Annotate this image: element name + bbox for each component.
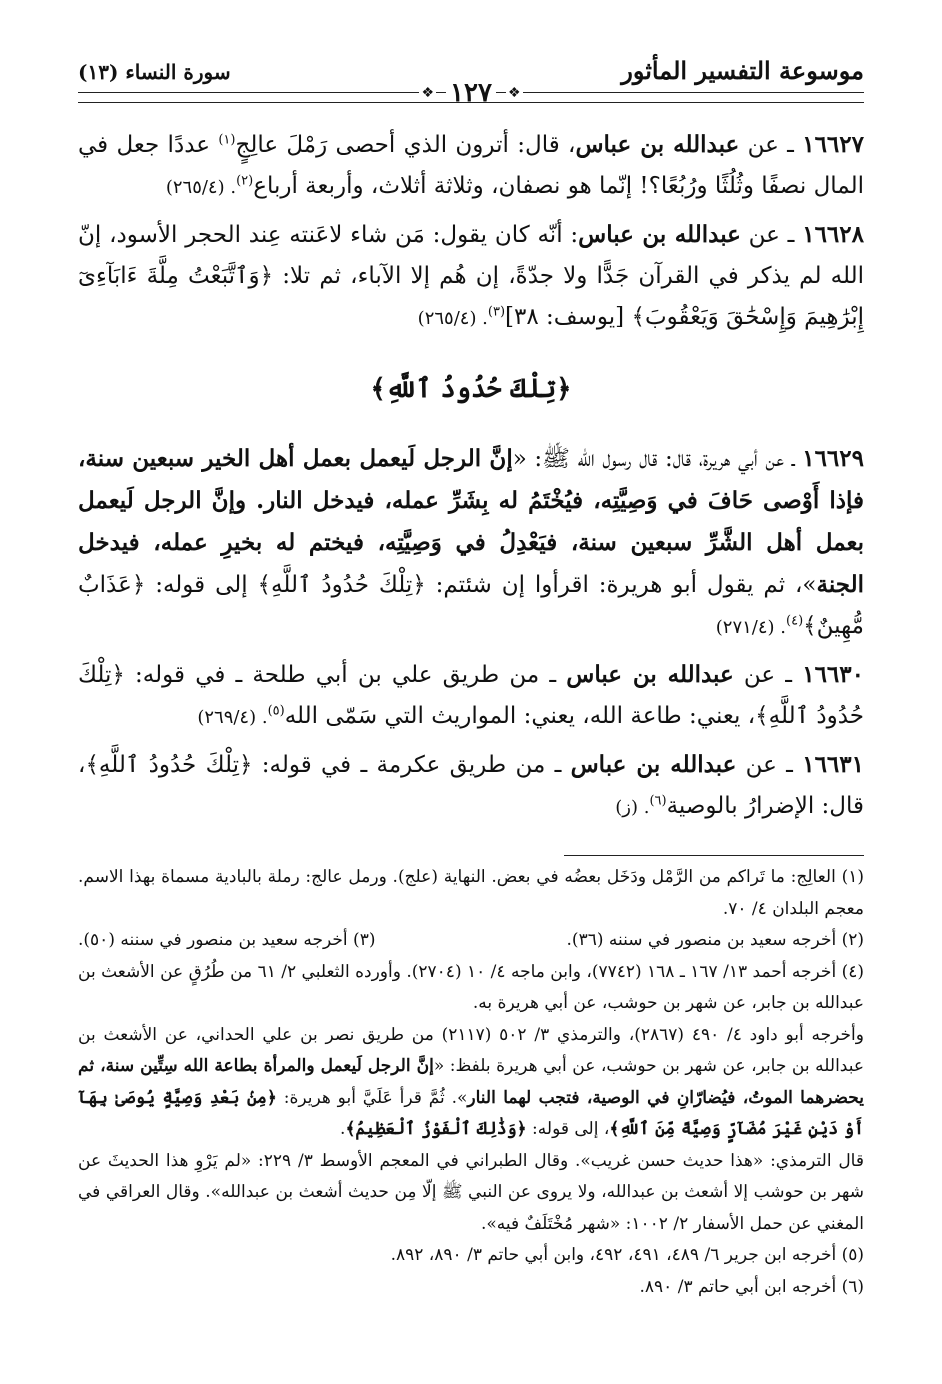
entry-text: إلى قوله: bbox=[145, 572, 258, 598]
entry-text: ، قال: أترون الذي أحصى رَمْلَ عالِجٍ bbox=[235, 132, 576, 158]
footnote-marker: (٣) bbox=[487, 304, 506, 320]
ornament-icon: ❖ bbox=[507, 85, 521, 101]
narrator-name: عبدالله بن عباس bbox=[575, 131, 740, 158]
entry-number: ١٦٦٢٩ bbox=[802, 445, 864, 472]
footnote: (١) العالِج: ما تَراكم من الرَّمْل ودَخَل بعضُه في بعض. النهاية (علج). ورمل عالج: رملة بالبادية مسماة بهذا الاسم. معجم البلدان ٤/ ٧٠. bbox=[78, 867, 864, 919]
quran-verse: ﴿تِلْكَ حُدُودُ ٱللَّهِ﴾ bbox=[85, 752, 253, 778]
quran-verse: ﴿عَذَابٌ مُّهِينٌ﴾ bbox=[78, 572, 864, 639]
narrator-name: عبدالله بن عباس bbox=[570, 751, 737, 778]
quran-verse: ﴿وَٱتَّبَعْتُ مِلَّةَ ءَابَآءِىٓ إِبْرَٰهِيمَ وَإِسْحَٰقَ وَيَعْقُوبَ﴾ bbox=[78, 263, 864, 330]
footnote: (٣) أخرجه سعيد بن منصور في سننه (٥٠). bbox=[78, 930, 376, 950]
entry-number: ١٦٦٢٧ bbox=[802, 131, 864, 158]
entry-text: ، قال: الإضرارُ بالوصية bbox=[78, 752, 864, 819]
volume-reference: . (٢٦٥/٤) bbox=[417, 308, 488, 329]
ornament-icon: ❖ bbox=[421, 85, 435, 101]
surah-label: سورة النساء (١٣) bbox=[78, 60, 231, 84]
narration-entry bbox=[78, 654, 864, 738]
footnotes bbox=[78, 862, 864, 1303]
main-text bbox=[78, 124, 864, 834]
footnote-hadith: إنَّ الرجل لَيعمل والمرأة بطاعة الله سِتِّين سنة، ثم يحضرهما الموتُ، فيُضارّانِ في الوصية، فتجب لهما النار bbox=[78, 1056, 864, 1108]
entry-number: ١٦٦٣١ bbox=[802, 751, 864, 778]
footnote-text: . bbox=[340, 1119, 346, 1139]
entry-text: ـ من طريق عكرمة ـ في قوله: bbox=[252, 752, 571, 778]
footnote-row bbox=[78, 925, 864, 957]
entry-text: ـ من طريق علي بن أبي طلحة ـ في قوله: bbox=[124, 662, 567, 688]
entry-text: ـ عن أبي هريرة، قال: قال رسول الله ﷺ: « bbox=[512, 446, 803, 472]
entry-text: ـ عن bbox=[739, 132, 803, 158]
narration-entry bbox=[78, 124, 864, 208]
footnote: (٤) أخرجه أحمد ١٣/ ١٦٧ ـ ١٦٨ (٧٧٤٢)، وابن ماجه ٤/ ١٠ (٢٧٠٤). وأورده الثعلبي ٢/ ٦١ من طُرُقٍ عن الأشعث بن عبدالله بن جابر، عن شهر بن حوشب، عن أبي هريرة به. bbox=[78, 961, 864, 1013]
entry-text: »، ثم يقول أبو هريرة: اقرأوا إن شئتم: bbox=[425, 572, 817, 598]
footnote: (٦) أخرجه ابن أبي حاتم ٣/ ٨٩٠. bbox=[639, 1276, 864, 1297]
footnote-separator bbox=[564, 855, 864, 856]
entry-text: ـ عن bbox=[740, 222, 803, 248]
footnote-quran: ﴿مِنۢ بَعْدِ وَصِيَّةٍ يُوصَىٰ بِهَآ أَوْ دَيْنٍ غَيْرَ مُضَآرٍّ وَصِيَّةً مِّنَ ٱللَّهِ﴾ bbox=[78, 1087, 864, 1139]
narrator-name: عبدالله بن عباس bbox=[578, 221, 741, 248]
footnote-quran: ﴿وَذَٰلِكَ ٱلْفَوْزُ ٱلْعَظِيمُ﴾ bbox=[345, 1119, 527, 1139]
footnote-text: ، إلى قوله: bbox=[526, 1119, 610, 1139]
book-title: موسوعة التفسير المأثور bbox=[621, 56, 864, 85]
entry-number: ١٦٦٣٠ bbox=[802, 661, 864, 688]
entry-text: ـ عن bbox=[736, 752, 803, 778]
narration-entry bbox=[78, 438, 864, 648]
narrator-name: عبدالله بن عباس bbox=[566, 661, 734, 688]
entry-text: عددًا جعل في المال نصفًا وثُلُثًا ورُبُعًا؟! إنّما هو نصفان، وثلاثة أثلاث، وأربعة أرباع bbox=[78, 132, 864, 199]
volume-reference: . (ز) bbox=[615, 797, 650, 818]
footnote-marker: (١) bbox=[218, 132, 236, 148]
narration-entry bbox=[78, 214, 864, 339]
narration-entry bbox=[78, 744, 864, 828]
footnote-marker: (٥) bbox=[267, 703, 285, 719]
footnote: قال الترمذي: «هذا حديث حسن غريب». وقال الطبراني في المعجم الأوسط ٣/ ٢٢٩: «لم يَرْوِ هذا الحديثَ عن شهر بن حوشب إلا أشعث بن عبدالله، ولا يروى عن النبي ﷺ إلّا مِن حديث أشعث بن عبدالله». وقال العراقي في المغني عن حمل الأسفار ٢/ ١٠٠٢: «شهر مُخْتَلَفٌ فيه». bbox=[78, 1150, 864, 1234]
section-heading: ﴿تِلْكَ حُدُودُ ٱللَّهِ﴾ bbox=[370, 374, 572, 404]
footnote-text: وأخرجه أبو داود ٤/ ٤٩٠ (٢٨٦٧)، والترمذي ٣/ ٥٠٢ (٢١١٧) من طريق نصر بن علي الحداني، عن الأشعث بن عبدالله بن جابر، عن شهر بن حوشب، عن أبي هريرة بلفظ: « bbox=[78, 1024, 864, 1076]
footnote bbox=[78, 1020, 864, 1146]
volume-reference: . (٢٧١/٤) bbox=[715, 617, 786, 638]
footnote: (٥) أخرجه ابن جرير ٦/ ٤٨٩، ٤٩١، ٤٩٢، وابن أبي حاتم ٣/ ٨٩٠، ٨٩٢. bbox=[390, 1245, 864, 1265]
header-rule-bottom bbox=[78, 102, 864, 103]
page-header bbox=[78, 46, 864, 120]
page-number: ١٢٧ bbox=[446, 78, 496, 108]
volume-reference: . (٢٦٥/٤) bbox=[165, 177, 237, 198]
footnote-marker: (٦) bbox=[649, 793, 667, 809]
entry-text: ، يعني: طاعة الله، يعني: المواريث التي سَمّى الله bbox=[284, 703, 756, 729]
entry-text: ـ عن bbox=[733, 662, 803, 688]
footnote: (٢) أخرجه سعيد بن منصور في سننه (٣٦). bbox=[566, 930, 864, 950]
footnote-marker: (٢) bbox=[236, 173, 254, 189]
entry-text: [يوسف: ٣٨] bbox=[505, 304, 632, 330]
quran-verse: ﴿تِلْكَ حُدُودُ ٱللَّهِ﴾ bbox=[78, 662, 864, 729]
quran-verse: ﴿تِلْكَ حُدُودُ ٱللَّهِ﴾ bbox=[257, 572, 426, 598]
hadith-text: إنَّ الرجل لَيعمل بعمل أهل الخير سبعين سنة، فإذا أَوْصى حَافَ في وَصِيَّتِه، فيُخْتَمُ له بِشَرِّ عمله، فيدخل النار. وإنَّ الرجل لَيعمل بعمل أهل الشَّرِّ سبعين سنة، فيَعْدِلُ في وَصِيَّتِه، فيختم له بخيرِ عمله، فيدخل الجنة bbox=[78, 445, 865, 598]
entry-text: : أنّه كان يقول: مَن شاء لاعَنته عِند الحجر الأسود، إنّ الله لم يذكر في القرآن جَدًّا ولا جدّةً، إن هُم إلا الآباء، ثم تلا: bbox=[78, 222, 864, 289]
footnote-marker: (٤) bbox=[786, 613, 804, 629]
entry-number: ١٦٦٢٨ bbox=[802, 221, 864, 248]
volume-reference: . (٢٦٩/٤) bbox=[197, 707, 268, 728]
footnote-text: ». ثُمَّ قرأ عَلَيَّ أبو هريرة: bbox=[276, 1087, 468, 1108]
